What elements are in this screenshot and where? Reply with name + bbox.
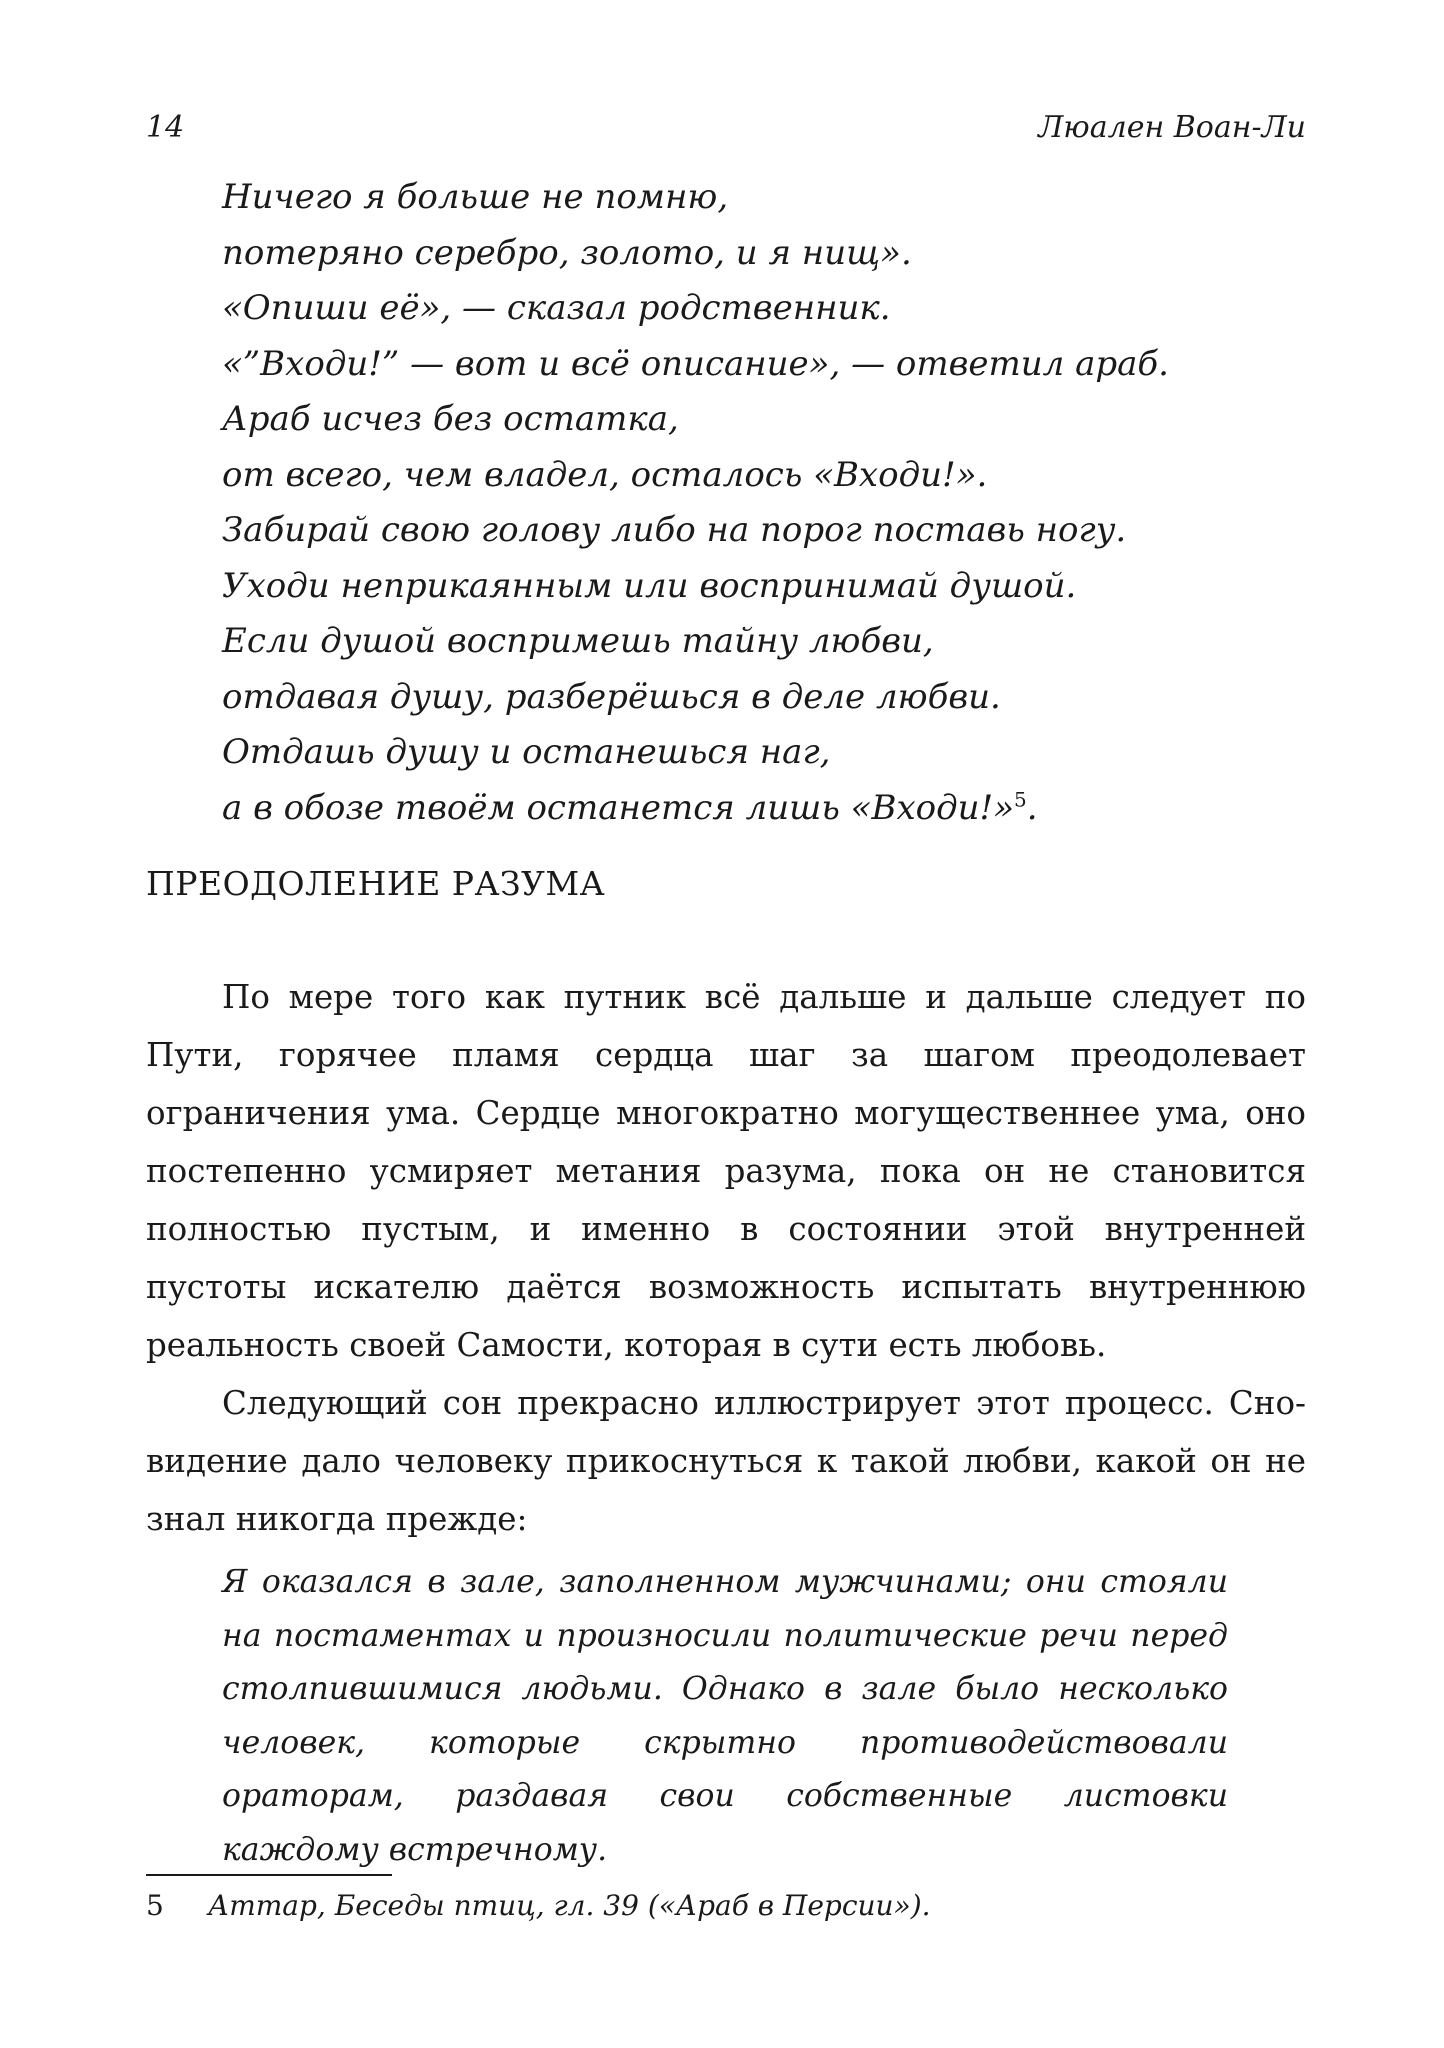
poem-line: от всего, чем владел, осталось «Входи!». xyxy=(222,454,988,495)
poem-line: Араб исчез без остатка, xyxy=(222,399,679,439)
running-head-author: Люален Воан-Ли xyxy=(1038,110,1306,145)
poem-line: Уходи неприкаянным или воспринимай душой. xyxy=(222,565,1077,606)
dream-quote: Я оказался в зале, заполненном мужчинами; они стояли на постаментах и произносили политические речи перед столпившимися людьми. Однако в зале было несколько человек, которые скрытно противодействовали ораторам, раздавая свои собственные листовки каждому встречному. xyxy=(222,1564,1228,1868)
poem-excerpt xyxy=(222,170,1322,836)
poem-line: потеряно серебро, золото, и я нищ». xyxy=(222,232,912,273)
poem-line: «”Входи!” — вот и всё описание», — ответил араб. xyxy=(222,343,1169,384)
footnote-text: Аттар, Беседы птиц, гл. 39 («Араб в Персии»). xyxy=(208,1889,931,1922)
poem-line: «Опиши её», — сказал родственник. xyxy=(222,288,891,328)
footnote-reference[interactable]: 5 xyxy=(1014,787,1027,812)
poem-line: Если душой воспримешь тайну любви, xyxy=(222,621,934,661)
page-number: 14 xyxy=(146,110,185,145)
body-paragraph: Следующий сон прекрасно иллюстрирует этот процесс. Сновидение дало человеку прикоснуться к такой любви, какой он не знал никогда прежде: xyxy=(146,1384,1306,1538)
body-paragraph: По мере того как путник всё дальше и дальше следует по Пути, горячее пламя сердца шаг за шагом преодолевает ограничения ума. Сердце многократно могущественнее ума, оно постепенно усмиряет метания разума, пока он не становится полностью пустым, и именно в состоянии этой внутренней пустоты искателю даётся возможность испытать внутреннюю реальность своей Самости, которая в сути есть любовь. xyxy=(146,978,1306,1364)
running-head xyxy=(146,108,1306,148)
poem-line: отдавая душу, разберёшься в деле любви. xyxy=(222,676,1001,717)
section-heading: ПРЕОДОЛЕНИЕ РАЗУМА xyxy=(146,864,606,903)
poem-line: Отдашь душу и останешься наг, xyxy=(222,732,831,772)
footnote-divider xyxy=(146,1874,392,1876)
body-text xyxy=(146,968,1306,1548)
poem-line: Забирай свою голову либо на порог поставь ногу. xyxy=(222,510,1127,550)
poem-last-line-end: . xyxy=(1026,787,1038,828)
poem-last-line xyxy=(222,781,1322,837)
footnote-number: 5 xyxy=(146,1889,164,1922)
poem-last-line-text: а в обозе твоём останется лишь «Входи!» xyxy=(222,787,1015,828)
poem-line: Ничего я больше не помню, xyxy=(222,177,729,217)
